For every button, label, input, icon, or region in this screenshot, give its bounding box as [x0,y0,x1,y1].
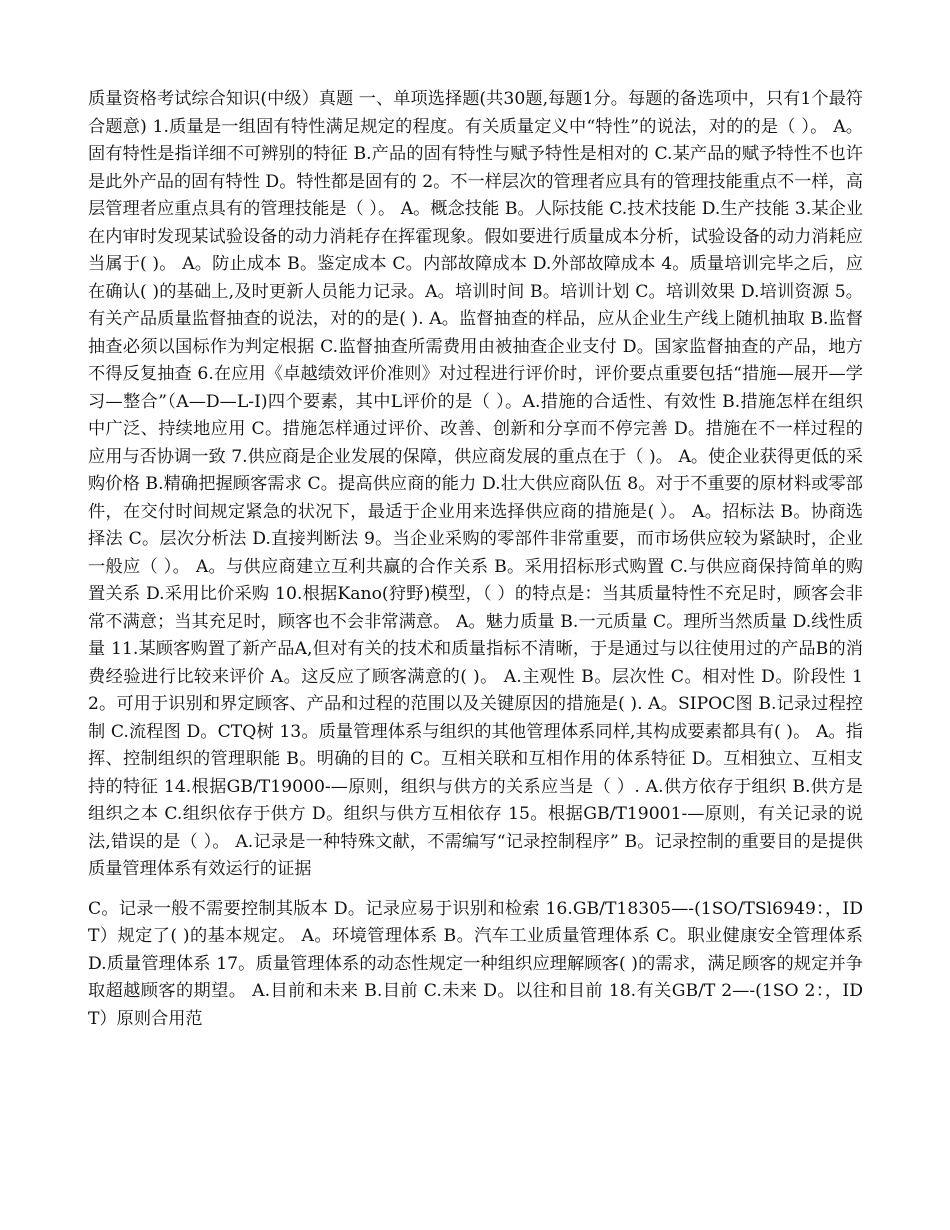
exam-text-paragraph-2: C。记录一般不需要控制其版本 D。记录应易于识别和检索 16.GB/T18305—-(1SO/TSl6949：，IDT）规定了( )的基本规定。 A。环境管理体系 B。汽车工业质量管理体系 C。职业健康安全管理体系 D.质量管理体系 17。质量管理体系的动态性规定一种组织应理解顾客( )的需求，满足顾客的规定并争取超越顾客的期望。 A.目前和未来 B.目前 C.未来 D。以往和目前 18.有关GB/T 2—-(1SO 2：，IDT）原则合用范 [88,898,863,1029]
exam-text-paragraph-1: 质量资格考试综合知识(中级）真题 一、单项选择题(共30题,每题1分。每题的备选项中，只有1个最符合题意) 1.质量是一组固有特性满足规定的程度。有关质量定义中“特性”的说法，对的的是（ ）。 A。固有特性是指详细不可辨别的特征 B.产品的固有特性与赋予特性是相对的 C.某产品的赋予特性不也许是此外产品的固有特性 D。特性都是固有的 2。不一样层次的管理者应具有的管理技能重点不一样，高层管理者应重点具有的管理技能是（ ）。 A。概念技能 B。人际技能 C.技术技能 D.生产技能 3.某企业在内审时发现某试验设备的动力消耗存在挥霍现象。假如要进行质量成本分析，试验设备的动力消耗应当属于( )。 A。防止成本 B。鉴定成本 C。内部故障成本 D.外部故障成本 4。质量培训完毕之后，应在确认( )的基础上,及时更新人员能力记录。A。培训时间 B。培训计划 C。培训效果 D.培训资源 5。有关产品质量监督抽查的说法，对的的是( ). A。监督抽查的样品，应从企业生产线上随机抽取 B.监督抽查必须以国标作为判定根据 C.监督抽查所需费用由被抽查企业支付 D。国家监督抽查的产品，地方不得反复抽查 6.在应用《卓越绩效评价准则》对过程进行评价时，评价要点重要包括“措施—展开—学习—整合”（A—D—L-I)四个要素，其中L评价的是（ ）。A.措施的合适性、有效性 B.措施怎样在组织中广泛、持续地应用 C。措施怎样通过评价、改善、创新和分享而不停完善 D。措施在不一样过程的应用与否协调一致 7.供应商是企业发展的保障，供应商发展的重点在于（ )。 A。使企业获得更低的采购价格 B.精确把握顾客需求 C。提高供应商的能力 D.壮大供应商队伍 8。对于不重要的原材料或零部件，在交付时间规定紧急的状况下，最适于企业用来选择供应商的措施是( ）。 A。招标法 B。协商选择法 C。层次分析法 D.直接判断法 9。当企业采购的零部件非常重要，而市场供应较为紧缺时，企业一般应（ ）。 A。与供应商建立互利共赢的合作关系 B。采用招标形式购置 C.与供应商保持简单的购置关系 D.采用比价采购 10.根据Kano(狩野)模型，（ ）的特点是：当其质量特性不充足时，顾客会非常不满意；当其充足时，顾客也不会非常满意。 A。魅力质量 B.一元质量 C。理所当然质量 D.线性质量 11.某顾客购置了新产品A,但对有关的技术和质量指标不清晰，于是通过与以往使用过的产品B的消费经验进行比较来评价 A。这反应了顾客满意的( )。 A.主观性 B。层次性 C。相对性 D。阶段性 12。可用于识别和界定顾客、产品和过程的范围以及关键原因的措施是( ). A。SIPOC图 B.记录过程控制 C.流程图 D。CTQ树 13。质量管理体系与组织的其他管理体系同样,其构成要素都具有( )。 A。指挥、控制组织的管理职能 B。明确的目的 C。互相关联和互相作用的体系特征 D。互相独立、互相支持的特征 14.根据GB/T19000-—原则，组织与供方的关系应当是（ ）. A.供方依存于组织 B.供方是组织之本 C.组织依存于供方 D。组织与供方互相依存 15。根据GB/T19001-—原则，有关记录的说法,错误的是（ ）。 A.记录是一种特殊文献，不需编写“记录控制程序” B。记录控制的重要目的是提供质量管理体系有效运行的证据 [88,89,863,879]
document-page [88,86,863,1033]
